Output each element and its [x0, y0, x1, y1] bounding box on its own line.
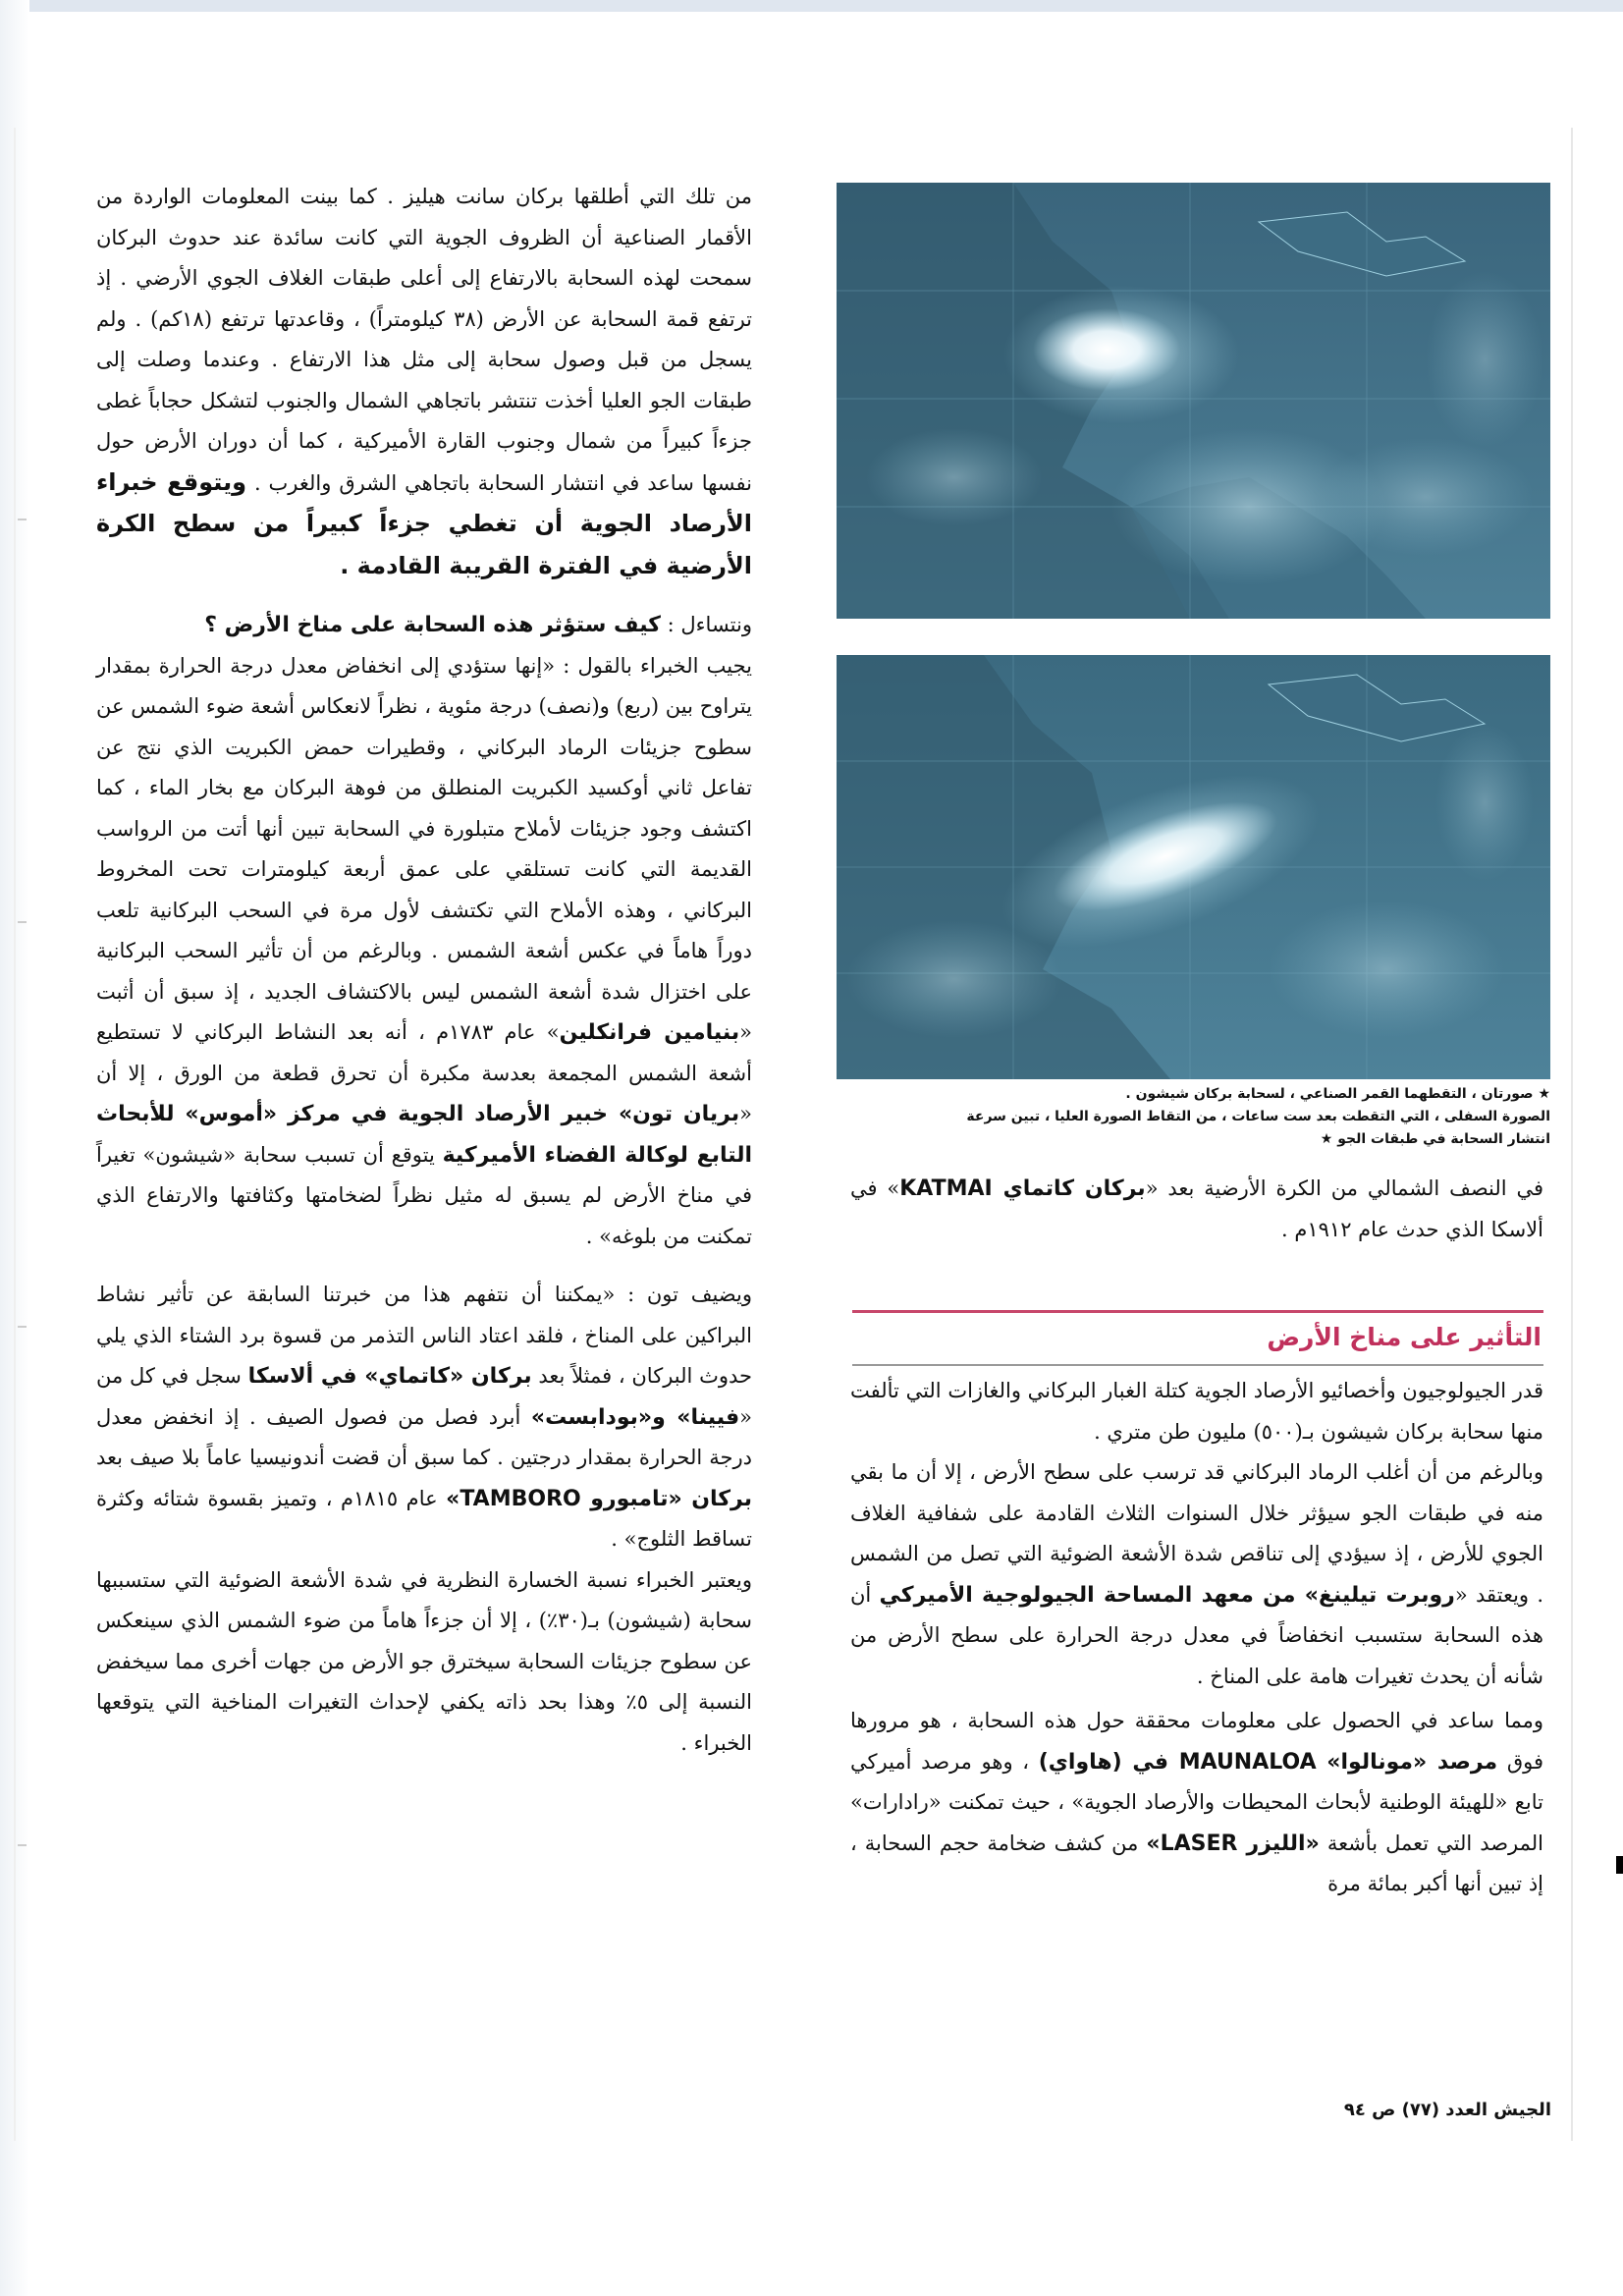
paragraph: [96, 646, 752, 1258]
bold-run: مرصد «مونالوا» MAUNALOA في (هاواي): [1038, 1749, 1498, 1775]
top-edge: [0, 0, 1623, 12]
text-run: سجل في كل من «: [96, 1364, 752, 1429]
text-run: في النصف الشمالي من الكرة الأرضية بعد «: [1145, 1176, 1543, 1200]
satellite-image-top: [837, 183, 1550, 619]
satellite-image-icon: [837, 183, 1550, 619]
section-heading-text: التأثير على مناخ الأرض: [1267, 1323, 1542, 1351]
binding-mark: [18, 1844, 27, 1846]
caption-line: الصورة السفلى ، التي التقطت بعد ست ساعات ، من التقاط الصورة العليا ، تبين سرعة: [966, 1109, 1550, 1124]
satellite-image-bottom: [837, 655, 1550, 1079]
binding-mark: [18, 519, 27, 520]
text-run: » في ألاسكا الذي حدث عام ١٩١٢م .: [850, 1176, 1543, 1241]
satellite-image-icon: [837, 655, 1550, 1079]
text-run: ومما ساعد في الحصول على معلومات محققة حول هذه السحابة ، هو مرورها فوق: [850, 1709, 1544, 1774]
binding-mark: [18, 921, 27, 923]
bold-run: بركان كاتماي KATMAI: [899, 1176, 1146, 1201]
bold-run: كيف ستؤثر هذه السحابة على مناخ الأرض ؟: [204, 613, 661, 637]
text-run: عام ١٨١٥م ، وتميز بقسوة شتائه وكثرة تساقط الثلوج» .: [96, 1486, 752, 1551]
text-run: وبالرغم من أن أغلب الرماد البركاني قد ترسب على سطح الأرض ، إلا أن ما بقي منه في طبقات الجو سيؤثر خلال السنوات الثلاث القادمة على شفافية الغلاف الجوي للأرض ، إذ سيؤدي إلى تناقص شدة الأشعة الضوئية التي تصل من الشمس . ويعتقد «: [850, 1460, 1543, 1607]
caption-line: انتشار السحابة في طبقات الجو ★: [1320, 1131, 1550, 1147]
bold-run: روبرت تيلينغ» من معهد المساحة الجيولوجية الأميركي: [879, 1582, 1455, 1608]
left-column: [96, 177, 752, 1764]
image-caption: [837, 1083, 1550, 1151]
edge-mark: [1616, 1856, 1623, 1874]
paragraph: قدر الجيولوجيون وأخصائيو الأرصاد الجوية كتلة الغبار البركاني والغازات التي تألفت منها سحابة بركان شيشون بـ(٥٠٠) مليون طن متري .: [850, 1379, 1543, 1444]
paragraph: [96, 605, 752, 646]
paragraph: [96, 177, 752, 587]
section-heading-rule: [852, 1364, 1543, 1366]
right-column-intro: [850, 1169, 1543, 1250]
text-run: أن هذه السحابة ستسبب انخفاضاً في معدل درجة الحرارة على سطح الأرض من شأنه أن يحدث تغيرات هامة على المناخ .: [850, 1582, 1543, 1688]
bold-run: «الليزر LASER»: [1146, 1831, 1320, 1856]
paragraph: [96, 1275, 752, 1560]
right-column-body: [850, 1371, 1543, 1905]
bold-run: بركان «تامبورو TAMBORO»: [446, 1486, 752, 1511]
page-footer: الجيش العدد (٧٧) ص ٩٤: [1343, 2100, 1551, 2120]
section-heading: [852, 1310, 1543, 1368]
paragraph: ويعتبر الخبراء نسبة الخسارة النظرية في شدة الأشعة الضوئية التي ستسببها سحابة (شيشون) بـ(٣٠٪) ، إلا أن جزءاً هاماً من ضوء الشمس الذي سينعكس عن سطوح جزيئات السحابة سيخترق جو الأرض من جهات أخرى مما سيخفض النسبة إلى ٥٪ وهذا بحد ذاته يكفي لإحداث التغيرات المناخية التي يتوقعها الخبراء .: [96, 1567, 752, 1755]
text-run: يتوقع أن تسبب سحابة «شيشون» تغيراً في مناخ الأرض لم يسبق له مثيل نظراً لضخامتها وكثافتها والارتفاع الذي تمكنت من بلوغه» .: [96, 1142, 752, 1248]
text-run: يجيب الخبراء بالقول : «إنها ستؤدي إلى انخفاض معدل درجة الحرارة بمقدار يتراوح بين (ربع) و(نصف) درجة مئوية ، نظراً لانعكاس أشعة ضوء الشمس عن سطوح جزيئات الرماد البركاني ، وقطيرات حمض الكبريت الذي نتج عن تفاعل ثاني أوكسيد الكبريت المنطلق من فوهة البركان مع بخار الماء ، كما اكتشف وجود جزيئات لأملاح متبلورة في السحابة تبين أنها أتت من الرواسب القديمة التي كانت تستلقي على عمق أربعة كيلومترات تحت المخروط البركاني ، وهذه الأملاح التي تكتشف لأول مرة في السحب البركانية تلعب دوراً هاماً في عكس أشعة الشمس . وبالرغم من أن تأثير السحب البركانية على اختزال شدة أشعة الشمس ليس بالاكتشاف الجديد ، إذ سبق أن أثبت «: [96, 653, 752, 1044]
text-run: أبرد فصل من فصول الصيف . إذ انخفض معدل درجة الحرارة بمقدار درجتين . كما سبق أن قضت أندونيسيا عاماً بلا صيف بعد: [96, 1404, 752, 1469]
bold-run: بركان «كاتماي» في ألاسكا: [247, 1364, 532, 1389]
bold-run: بريان تون» خبير الأرصاد الجوية في مركز «أموس» للأبحاث التابع لوكالة الفضاء الأميركية: [96, 1102, 752, 1168]
text-run: من تلك التي أطلقها بركان سانت هيليز . كما بينت المعلومات الواردة من الأقمار الصناعية أن الظروف الجوية التي كانت سائدة عند حدوث البركان سمحت لهذه السحابة بالارتفاع إلى أعلى طبقات الغلاف الجوي الأرضي . إذ ترتفع قمة السحابة عن الأرض (٣٨ كيلومتراً) ، وقاعدتها ترتفع (١٨كم) . ولم يسجل من قبل وصول سحابة إلى مثل هذا الارتفاع . وعندما وصلت إلى طبقات الجو العليا أخذت تنتشر باتجاهي الشمال والجنوب لتشكل حجاباً غطى جزءاً كبيراً من شمال وجنوب القارة الأميركية ، كما أن دوران الأرض حول نفسها ساعد في انتشار السحابة باتجاهي الشرق والغرب .: [96, 185, 753, 495]
binding-mark: [18, 1326, 27, 1328]
right-frame-line: [1571, 128, 1573, 2141]
paragraph: [850, 1452, 1543, 1697]
paragraph: [850, 1169, 1543, 1250]
text-run: من كشف ضخامة حجم السحابة ، إذ تبين أنها أكبر بمائة مرة: [850, 1831, 1543, 1895]
paragraph: [850, 1701, 1543, 1905]
bold-run: فيينا» و«بودابست»: [530, 1404, 740, 1430]
text-run: ، وهو مرصد أميركي تابع «للهيئة الوطنية لأبحاث المحيطات والأرصاد الجوية» ، حيث تمكنت «رادارات» المرصد التي تعمل بأشعة: [850, 1749, 1544, 1855]
left-frame-line: [14, 128, 16, 2141]
text-run: » عام ١٧٨٣م ، أنه بعد النشاط البركاني لا تستطيع أشعة الشمس المجمعة بعدسة مكبرة أن تحرق قطعة من الورق ، إلا أن «: [96, 1020, 752, 1125]
bold-run: ويتوقع خبراء الأرصاد الجوية أن تغطي جزءاً كبيراً من سطح الكرة الأرضية في الفترة القريبة القادمة .: [96, 467, 752, 579]
text-run: ويضيف تون : «يمكننا أن نتفهم هذا من خبرتنا السابقة عن تأثير نشاط البراكين على المناخ ، فلقد اعتاد الناس التذمر من قسوة برد الشتاء الذي يلي حدوث البركان ، فمثلاً بعد: [96, 1283, 752, 1388]
bold-run: بنيامين فرانكلين: [559, 1020, 740, 1045]
text-run: ونتساءل :: [660, 613, 752, 636]
caption-line: ★ صورتان ، التقطهما القمر الصناعي ، لسحابة بركان شيشون .: [1125, 1086, 1550, 1102]
